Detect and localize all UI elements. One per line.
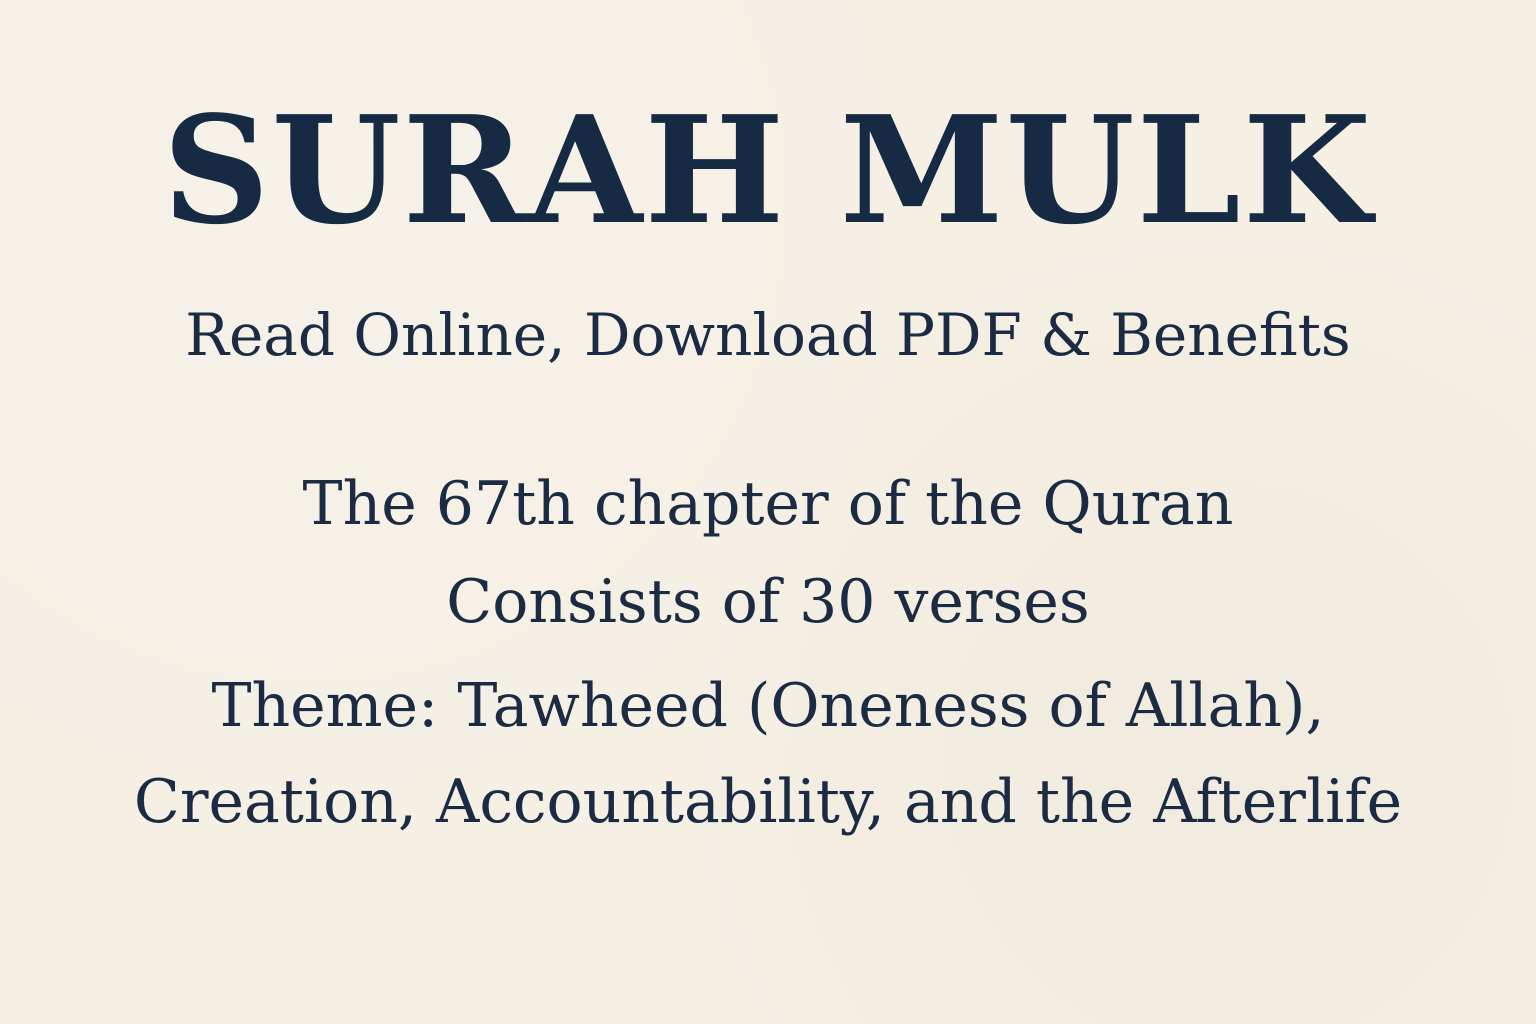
page-title: SURAH MULK (162, 83, 1374, 257)
detail-line-verses: Consists of 30 verses (446, 567, 1090, 637)
detail-line-topics: Creation, Accountability, and the Afterlife (133, 767, 1403, 837)
page-subtitle: Read Online, Download PDF & Benefits (185, 301, 1351, 369)
detail-line-chapter: The 67th chapter of the Quran (302, 469, 1234, 539)
detail-line-theme: Theme: Tawheed (Oneness of Allah), (211, 671, 1325, 741)
